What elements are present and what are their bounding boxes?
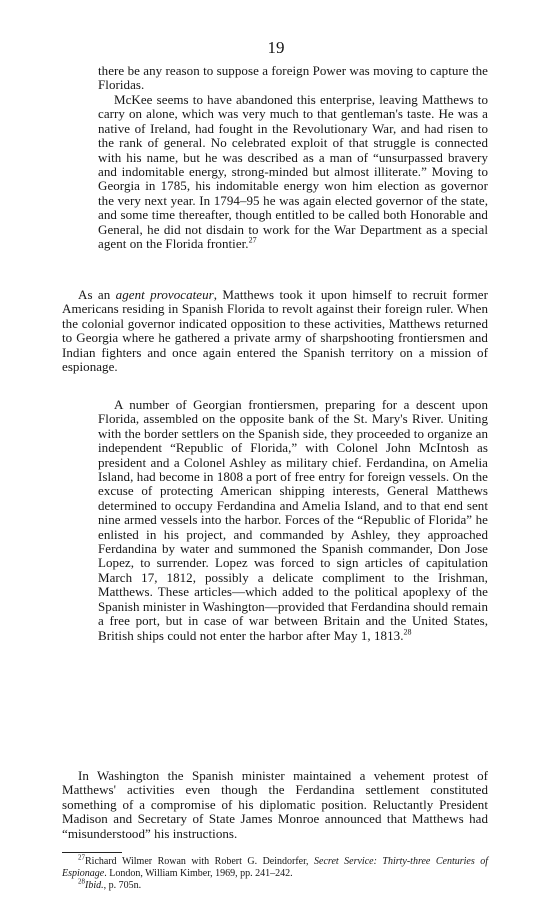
paragraph-text: , Matthews took it upon himself to recruit former Americans residing in Spanish Florida to revolt against their foreign ruler. When the colonial governor indicated opposition to these activities, Matthews returned to Georgia where he gathered a private army of sharpshooting frontiersmen and Indian fighters and once again entered the Spanish territory on a mission of espionage. (62, 287, 488, 375)
footnote-28 (62, 877, 488, 892)
footnote-27 (62, 853, 488, 879)
footnote-ibid: Ibid. (85, 880, 104, 891)
paragraph-text: In Washington the Spanish minister maintained a vehement protest of Matthews' activities even though the Ferdandina settlement constituted something of a compromise of his diplomatic position. Reluctantly President Madison and Secretary of State James Monroe announced that Matthews had “misunderstood” his instructions. (62, 768, 488, 841)
quotation-text: A number of Georgian frontiersmen, preparing for a descent upon Florida, assembled on the opposite bank of the St. Mary's River. Uniting with the border settlers on the Spanish side, they proceeded to organize an independent “Republic of Florida,” with Colonel John McIntosh as president and a Colonel Ashley as military chief. Ferdandina, on Amelia Island, had become in 1808 a port of free entry for foreign vessels. On the excuse of protecting American shipping interests, General Matthews determined to occupy Ferdandina and Amelia Island, and to that end sent nine armed vessels into the harbor. Forces of the “Republic of Florida” he enlisted in his project, and commanded by Ashley, they approached Ferdandina by water and summoned the Spanish commander, Don Jose Lopez, to surrender. Lopez was forced to sign articles of capitulation March 17, 1812, possibly a delicate compliment to the Irishman, Matthews. These articles—which added to the political apoplexy of the Spanish minister in Washington—provided that Ferdandina should remain a free port, but in case of war between Britain and the United States, British ships could not enter the harbor after May 1, 1813. (98, 397, 488, 643)
page-number: 19 (267, 38, 285, 57)
footnote-book-title: Secret Service: Thirty-three Centuries of Espionage (62, 856, 488, 879)
footnote-text: , p. 705n. (103, 880, 142, 891)
paragraph-prefix: As an (78, 287, 116, 302)
footnote-mark: 28 (78, 877, 85, 886)
paragraph-mckee (98, 93, 488, 251)
footnote-divider (62, 852, 122, 853)
italic-term: agent provocateur (115, 287, 214, 302)
paragraph-text: there be any reason to suppose a foreign Power was moving to capture the Floridas. (98, 63, 488, 93)
paragraph-agent-provocateur (62, 288, 488, 374)
footnote-text: . London, William Kimber, 1969, pp. 241–242. (104, 867, 293, 879)
footnote-text: Richard Wilmer Rowan with Robert G. Deindorfer, (85, 856, 315, 867)
block-quotation (98, 398, 488, 643)
footnote-reference: 27 (248, 235, 257, 245)
footnote-mark: 27 (78, 853, 85, 862)
paragraph-continuation (98, 64, 488, 93)
footnote-reference: 28 (403, 627, 412, 637)
paragraph-text: McKee seems to have abandoned this enterprise, leaving Matthews to carry on alone, which was very much to that gentleman's taste. He was a native of Ireland, had fought in the Revolutionary War, and had risen to the rank of general. No celebrated exploit of that struggle is connected with his name, but he was described as a man of “unsurpassed bravery and indomitable energy, strong-minded but almost illiterate.” Moving to Georgia in 1785, his indomitable energy won him election as governor the very next year. In 1794–95 he was again elected governor of the state, and some time thereafter, though entitled to be called both Honorable and General, he did not disdain to work for the War Department as a special agent on the Florida frontier. (98, 92, 488, 252)
paragraph-washington-protest (62, 769, 488, 841)
